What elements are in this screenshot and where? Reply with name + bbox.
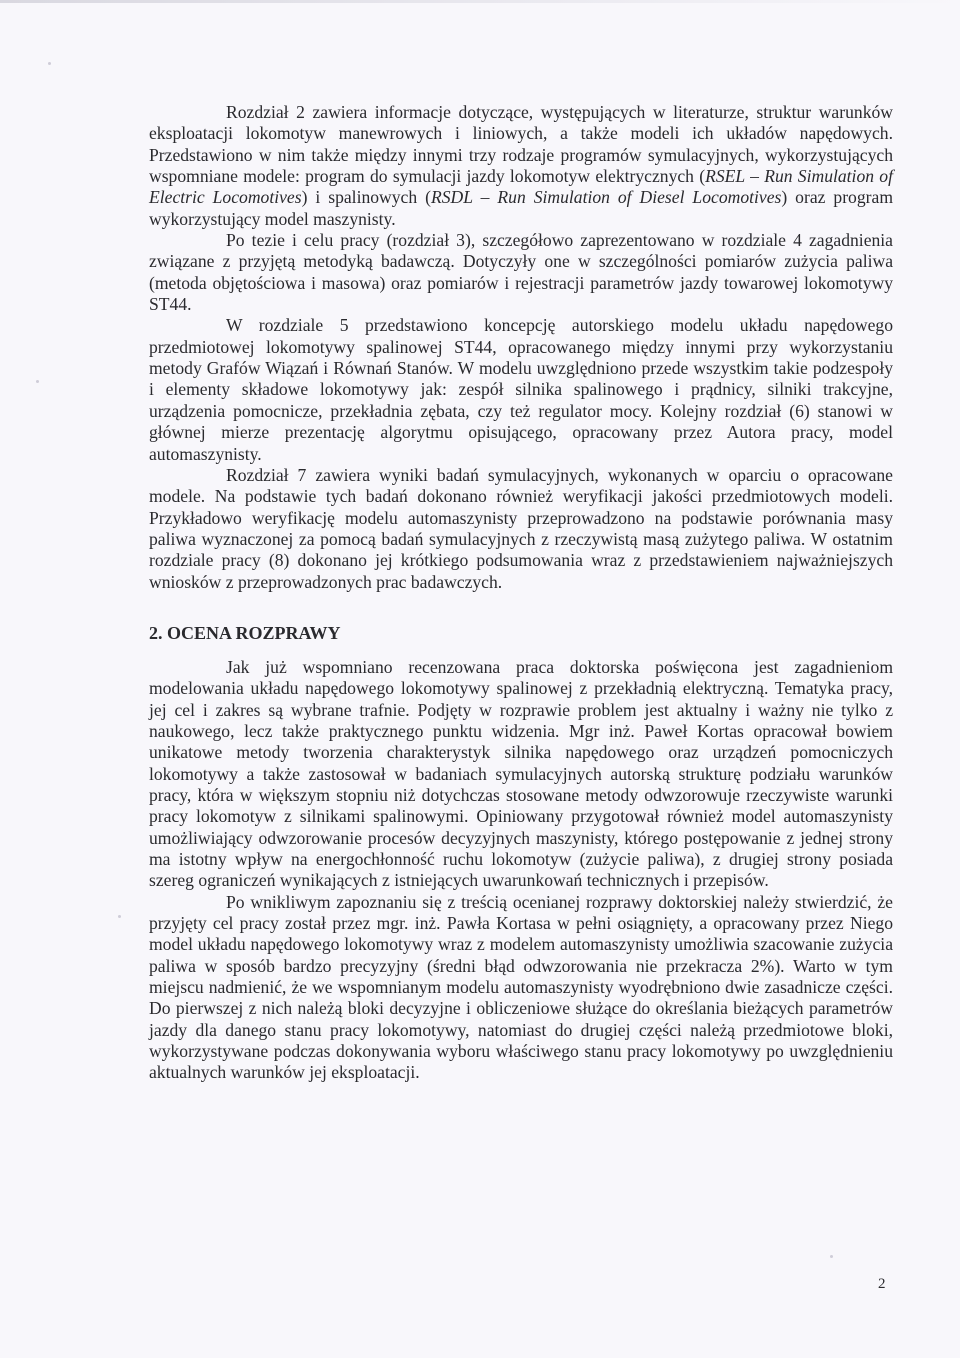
text-run: W rozdziale 5 przedstawiono koncepcję autorskiego modelu układu napędowego przedmiotowej lokomotywy spalinowej ST44, opracowanego między innymi przy wykorzystaniu metody Grafów Wiązań i Równań Stanów. W modelu uwzględniono przede wszystkim takie podzespoły i elementy składowe lokomotywy jak: zespół silnika spalinowego i prądnicy, silniki trakcyjne, urządzenia pomocnicze, przekładnia zębata, czy też regulator mocy. Kolejny rozdział (6) stanowi w głównej mierze prezentację algorytmu opisującego, opracowany przez Autora pracy, model automaszynisty. (149, 315, 893, 464)
section-heading (149, 623, 893, 644)
section-number: 2. (149, 622, 163, 643)
scan-speck (830, 1255, 833, 1258)
paragraph (149, 315, 893, 464)
paragraph (149, 657, 893, 892)
text-run: Jak już wspomniano recenzowana praca doktorska poświęcona jest zagadnieniom modelowania układu napędowego lokomotywy spalinowej z przekładnią elektryczną. Tematyka pracy, jej cel i zakres są wybrane trafnie. Podjęty w rozprawie problem jest aktualny i ważny nie tylko z naukowego, lecz także praktycznego punktu widzenia. Mgr inż. Paweł Kortas opracował bowiem unikatowe metody tworzenia charakterystyk silnika napędowego oraz urządzeń pomocniczych lokomotywy a także zastosował w badaniach symulacyjnych autorską strukturę podziału warunków pracy, która w większym stopniu niż dotychczas stosowane metody odwzorowuje rzeczywiste warunki pracy lokomotyw z silnikami spalinowymi. Opiniowany przygotował również model automaszynisty umożliwiający odwzorowanie procesów decyzyjnych maszynisty, którego postępowanie z jednej strony ma istotny wpływ na energochłonność ruchu lokomotyw (zużycie paliwa), z drugiej strony posiada szereg ograniczeń wynikających z istniejących uwarunkowań technicznych i przepisów. (149, 656, 893, 891)
scan-top-edge (0, 0, 960, 3)
text-run: ) i spalinowych ( (301, 187, 431, 208)
paragraph (149, 230, 893, 315)
scan-speck (118, 915, 121, 918)
italic-term: RSDL – Run Simulation of Diesel Locomotives (430, 187, 782, 208)
text-run: Rozdział 7 zawiera wyniki badań symulacyjnych, wykonanych w oparciu o opracowane modele. Na podstawie tych badań dokonano również weryfikacji jakości przedmiotowych modeli. Przykładowo weryfikację modelu automaszynisty przeprowadzono na podstawie porównania masy paliwa wyznaczonej za pomocą badań symulacyjnych z rzeczywistą masą zużytego paliwa. W ostatnim rozdziale pracy (8) dokonano jej krótkiego podsumowania wraz z przedstawieniem najważniejszych wniosków z przeprowadzonych prac badawczych. (149, 464, 893, 592)
paragraph (149, 102, 893, 230)
section-summary (149, 102, 893, 593)
scan-speck (48, 62, 51, 65)
scan-speck (36, 380, 39, 383)
section-assessment (149, 657, 893, 1084)
text-run: Rozdział 2 zawiera informacje dotyczące, występujących w literaturze, struktur warunków eksploatacji lokomotyw manewrowych i liniowych, a także modeli ich układów napędowych. Przedstawiono w nim także między innymi trzy rodzaje programów symulacyjnych, wykorzystujących wspomniane modele: program do symulacji jazdy lokomotyw elektrycznych ( (149, 102, 893, 187)
text-run: ) oraz program wykorzystujący model maszynisty. (149, 187, 893, 229)
italic-term: RSEL – Run Simulation of Electric Locomotives (149, 166, 893, 208)
text-run: Po wnikliwym zapoznaniu się z treścią ocenianej rozprawy doktorskiej należy stwierdzić, że przyjęty cel pracy został przez mgr. inż. Pawła Kortasa w pełni osiągnięty, a opracowany przez Niego model układu napędowego lokomotywy wraz z modelem automaszynisty umożliwia szacowanie zużycia paliwa w sposób bardzo precyzyjny (średni błąd odwzorowania nie przekracza 2%). Warto w tym miejscu nadmienić, że we wspomnianym modelu automaszynisty wyodrębniono dwie zasadnicze części. Do pierwszej z nich należą bloki decyzyjne i obliczeniowe służące do określania bieżących parametrów jazdy dla danego stanu pracy lokomotywy, natomiast do drugiej części należą przedmiotowe bloki, wykorzystywane podczas dokonywania wyboru właściwego stanu pracy lokomotywy po uwzględnieniu aktualnych warunków jej eksploatacji. (149, 891, 893, 1083)
paragraph (149, 465, 893, 593)
document-body (149, 102, 893, 1084)
paragraph (149, 892, 893, 1084)
text-run: Po tezie i celu pracy (rozdział 3), szczegółowo zaprezentowano w rozdziale 4 zagadnienia związane z przyjętą metodyką badawczą. Dotyczyły one w szczególności pomiarów zużycia paliwa (metoda objętościowa i masowa) oraz pomiarów i rejestracji parametrów jazdy towarowej lokomotywy ST44. (149, 230, 893, 315)
page-number: 2 (878, 1276, 886, 1292)
section-title: OCENA ROZPRAWY (167, 622, 341, 643)
